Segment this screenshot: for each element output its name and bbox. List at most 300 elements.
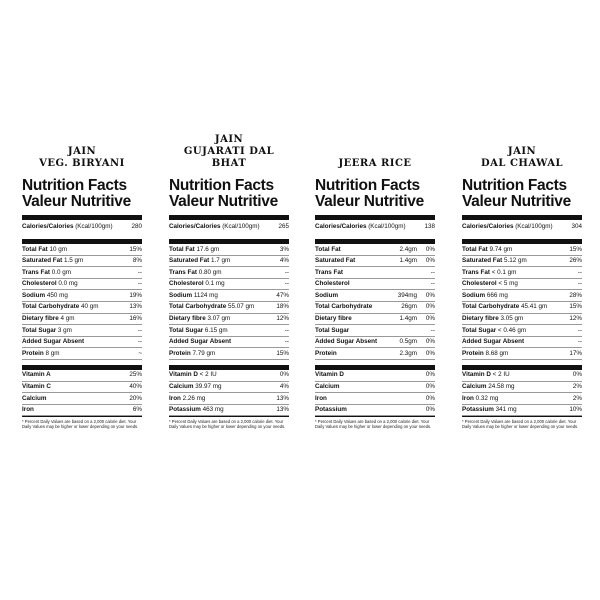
daily-value-percent: 0% (279, 371, 289, 379)
daily-value-percent: 13% (276, 406, 289, 414)
daily-value-percent: 8% (132, 257, 142, 265)
nutrient-name: Sodium (169, 291, 193, 299)
nutrient-row (315, 244, 435, 256)
footnote: * Percent Daily Values are based on a 2,000 calorie diet. Your Daily Values may be higher or lower depending on your needs. (22, 419, 139, 430)
nutrient-values (383, 244, 435, 256)
nutrient-label (462, 393, 498, 405)
calories-row (169, 220, 289, 234)
nutrient-row (462, 256, 582, 268)
product-title-line: JAIN (67, 146, 97, 157)
daily-value-percent: -- (284, 268, 289, 276)
nutrient-amount: 40 gm (79, 303, 99, 311)
nutrient-label (22, 267, 71, 279)
nutrient-row (169, 348, 289, 360)
nutrient-row (22, 279, 142, 291)
nutrient-amount: < 2 IU (197, 371, 217, 379)
nutrient-label (462, 255, 527, 267)
vitamin-row (22, 393, 142, 405)
valeur-nutritive-heading: Valeur Nutritive (22, 193, 131, 210)
nutrient-label (462, 404, 517, 416)
nutrient-amount: 17.6 gm (194, 245, 220, 253)
nutrient-label (22, 255, 83, 267)
nutrient-label (462, 301, 547, 313)
nutrient-row (462, 314, 582, 326)
nutrient-name: Potassium (315, 406, 347, 414)
nutrient-row (462, 267, 582, 279)
calories-label-text: Calories/Calories (22, 223, 74, 230)
nutrient-amount: 1.5 gm (62, 257, 84, 265)
nutrient-label (22, 244, 67, 256)
nutrient-row (169, 314, 289, 326)
nutrient-label (22, 348, 59, 360)
nutrition-panel (462, 136, 582, 429)
nutrient-amount: 6.15 gm (203, 326, 228, 334)
nutrient-name: Vitamin D (462, 371, 491, 379)
nutrient-values (383, 255, 435, 267)
daily-value-percent: -- (137, 338, 142, 346)
nutrient-amount: 0.5gm (399, 338, 417, 346)
nutrient-label (22, 404, 34, 416)
nutrient-label (169, 336, 231, 348)
nutrient-name: Potassium (169, 406, 201, 414)
nutrient-amount: 0.0 mg (56, 280, 78, 288)
daily-value-percent: 4% (279, 383, 289, 391)
nutrient-name: Cholesterol (22, 280, 57, 288)
calories-value: 304 (571, 223, 582, 230)
vitamin-row (169, 405, 289, 417)
vitamin-row (462, 405, 582, 417)
nutrient-label (462, 267, 516, 279)
nutrient-amount: 450 mg (45, 291, 68, 299)
vitamin-row (22, 405, 142, 417)
nutrient-row (462, 290, 582, 302)
nutrient-label (22, 278, 78, 290)
nutrient-row (22, 244, 142, 256)
daily-value-percent: -- (577, 268, 582, 276)
daily-value-percent: 0% (425, 394, 435, 402)
daily-value-percent: -- (577, 280, 582, 288)
nutrient-amount: 55.07 gm (226, 303, 255, 311)
nutrient-name: Total Carbohydrate (462, 303, 520, 311)
nutrient-row (169, 256, 289, 268)
nutrient-name: Dietary fibre (462, 315, 499, 323)
nutrient-name: Potassium (462, 406, 494, 414)
nutrient-name: Sodium (462, 291, 486, 299)
nutrient-row (315, 256, 435, 268)
nutrient-name: Added Sugar Absent (315, 338, 378, 346)
nutrient-name: Dietary fibre (169, 315, 206, 323)
nutrient-amount: 0.32 mg (473, 394, 499, 402)
nutrient-label (169, 393, 205, 405)
nutrient-amount: < 5 mg (496, 280, 518, 288)
product-title-line: DAL CHAWAL (481, 158, 563, 169)
nutrition-panel (169, 136, 289, 429)
nutrient-label (462, 369, 510, 381)
vitamin-row (462, 370, 582, 382)
nutrient-row (22, 290, 142, 302)
daily-value-percent: -- (284, 338, 289, 346)
nutrient-label (462, 313, 523, 325)
nutrient-name: Added Sugar Absent (169, 338, 232, 346)
calories-unit: (Kcal/100gm) (222, 223, 260, 230)
nutrient-amount: 10 gm (47, 245, 68, 253)
nutrient-name: Saturated Fat (22, 257, 63, 265)
daily-value-percent: -- (430, 268, 435, 276)
daily-value-percent: 16% (129, 315, 142, 323)
nutrient-values (383, 313, 435, 325)
daily-value-percent: -- (137, 268, 142, 276)
nutrient-name: Total Fat (315, 245, 341, 253)
calories-unit: (Kcal/100gm) (368, 223, 406, 230)
product-title-line: JEERA RICE (338, 158, 412, 169)
nutrient-label (22, 336, 84, 348)
nutrient-name: Total Fat (169, 245, 195, 253)
nutrient-amount: 1.7 gm (209, 257, 231, 265)
nutrient-values (383, 325, 435, 337)
daily-value-percent: 0% (425, 315, 435, 323)
daily-value-percent: 2% (572, 383, 582, 391)
vitamin-row (462, 393, 582, 405)
nutrient-name: Iron (22, 406, 34, 414)
nutrient-row (169, 290, 289, 302)
nutrient-values (383, 278, 435, 290)
nutrient-name: Saturated Fat (169, 257, 210, 265)
nutrient-amount: 1.4gm (399, 315, 417, 323)
nutrient-amount: 2.26 mg (180, 394, 206, 402)
nutrient-name: Cholesterol (315, 280, 350, 288)
nutrient-amount: 2.4gm (399, 245, 417, 253)
nutrient-label (22, 369, 51, 381)
nutrition-facts-heading: Nutrition Facts (462, 177, 567, 194)
daily-value-percent: 0% (425, 406, 435, 414)
nutrient-row (315, 348, 435, 360)
nutrient-name: Trans Fat (169, 268, 197, 276)
nutrient-row (315, 302, 435, 314)
daily-value-percent: 15% (129, 245, 142, 253)
nutrient-label (462, 381, 515, 393)
daily-value-percent: 40% (129, 383, 142, 391)
nutrient-amount: < 2 IU (490, 371, 510, 379)
nutrient-label (315, 313, 352, 325)
nutrient-label (315, 404, 347, 416)
daily-value-percent: -- (577, 338, 582, 346)
daily-value-percent: -- (137, 326, 142, 334)
nutrient-name: Cholesterol (462, 280, 497, 288)
nutrient-label (22, 301, 99, 313)
nutrient-row (315, 267, 435, 279)
nutrient-row (462, 279, 582, 291)
nutrient-label (169, 325, 228, 337)
footnote: * Percent Daily Values are based on a 2,000 calorie diet. Your Daily Values may be higher or lower depending on your needs. (315, 419, 432, 430)
nutrient-label (462, 336, 524, 348)
nutrient-values (383, 290, 435, 302)
nutrient-name: Total Sugar (22, 326, 57, 334)
nutrient-values (383, 301, 435, 313)
nutrient-label (169, 301, 254, 313)
nutrient-amount: 3.05 gm (498, 315, 524, 323)
product-title (22, 136, 142, 172)
nutrient-label (169, 369, 217, 381)
vitamin-row (169, 393, 289, 405)
nutrient-label (315, 348, 337, 360)
nutrient-row (169, 244, 289, 256)
nutrient-row (169, 325, 289, 337)
nutrient-name: Protein (169, 349, 191, 357)
nutrient-values (383, 267, 435, 279)
nutrient-label (315, 301, 372, 313)
vitamin-row (169, 382, 289, 394)
nutrient-name: Iron (315, 394, 327, 402)
nutrient-amount: 463 mg (200, 406, 224, 414)
nutrient-amount: 9.74 gm (487, 245, 513, 253)
nutrient-name: Dietary fibre (22, 315, 59, 323)
thin-divider (22, 416, 142, 417)
nutrient-label (462, 244, 512, 256)
calories-label (315, 220, 406, 234)
nutrient-amount: 0.1 mg (203, 280, 225, 288)
nutrient-label (169, 348, 215, 360)
daily-value-percent: 25% (129, 371, 142, 379)
nutrition-panel (315, 136, 435, 429)
nutrient-name: Iron (462, 394, 474, 402)
nutrient-row (22, 314, 142, 326)
nutrient-label (22, 290, 68, 302)
calories-value: 265 (278, 223, 289, 230)
nutrient-name: Cholesterol (169, 280, 204, 288)
nutrient-label (315, 278, 350, 290)
nutrient-amount (383, 325, 417, 337)
vitamin-row (315, 382, 435, 394)
nutrient-name: Protein (462, 349, 484, 357)
nutrient-label (169, 313, 230, 325)
nutrient-name: Vitamin A (22, 371, 51, 379)
nutrient-label (169, 404, 224, 416)
daily-value-percent: 0% (425, 291, 435, 299)
daily-value-percent: -- (577, 326, 582, 334)
daily-value-percent: -- (284, 326, 289, 334)
daily-value-percent: 47% (276, 291, 289, 299)
nutrient-label (462, 278, 518, 290)
daily-value-percent: -- (430, 326, 435, 334)
daily-value-percent: 13% (129, 303, 142, 311)
nutrient-amount: 0.80 gm (197, 268, 222, 276)
nutrient-row (462, 348, 582, 360)
footnote: * Percent Daily Values are based on a 2,000 calorie diet. Your Daily Values may be higher or lower depending on your needs. (169, 419, 286, 430)
calories-value: 280 (131, 223, 142, 230)
nutrient-amount: 39.97 mg (193, 383, 222, 391)
product-title-line: JAIN (214, 134, 244, 145)
nutrient-label (169, 244, 219, 256)
nutrient-values (383, 348, 435, 360)
nutrient-amount: 1124 mg (192, 291, 218, 299)
nutrient-name: Dietary fibre (315, 315, 352, 323)
nutrient-name: Protein (22, 349, 44, 357)
nutrient-name: Protein (315, 349, 337, 357)
nutrient-row (169, 337, 289, 349)
nutrient-name: Vitamin C (22, 383, 51, 391)
nutrient-label (22, 381, 51, 393)
vitamin-row (315, 405, 435, 417)
daily-value-percent: 0% (425, 349, 435, 357)
nutrient-label (22, 393, 47, 405)
nutrient-amount (383, 267, 417, 279)
daily-value-percent: ~ (138, 349, 142, 357)
nutrient-name: Calcium (315, 383, 340, 391)
calories-label (22, 220, 113, 234)
nutrient-row (22, 325, 142, 337)
nutrient-amount: < 0.46 gm (496, 326, 527, 334)
nutrient-label (315, 290, 338, 302)
valeur-nutritive-heading: Valeur Nutritive (315, 193, 424, 210)
vitamin-row (315, 393, 435, 405)
nutrient-row (169, 279, 289, 291)
vitamin-row (315, 370, 435, 382)
calories-label-text: Calories/Calories (169, 223, 221, 230)
nutrient-amount: 4 gm (58, 315, 75, 323)
daily-value-percent: 18% (276, 303, 289, 311)
nutrient-name: Total Sugar (169, 326, 204, 334)
nutrient-name: Total Fat (22, 245, 48, 253)
calories-label (169, 220, 260, 234)
daily-value-percent: 13% (276, 394, 289, 402)
nutrient-row (462, 244, 582, 256)
nutrient-amount: 0.0 gm (50, 268, 71, 276)
nutrient-name: Calcium (462, 383, 487, 391)
daily-value-percent: -- (137, 280, 142, 288)
nutrient-label (315, 255, 355, 267)
nutrient-row (169, 302, 289, 314)
nutrient-row (22, 302, 142, 314)
nutrient-name: Total Fat (462, 245, 488, 253)
nutrient-amount: 3.07 gm (205, 315, 231, 323)
thin-divider (315, 416, 435, 417)
daily-value-percent: 26% (569, 257, 582, 265)
daily-value-percent: 15% (569, 245, 582, 253)
nutrient-name: Total Sugar (462, 326, 497, 334)
thin-divider (169, 416, 289, 417)
nutrient-amount: 394mg (397, 291, 417, 299)
nutrient-amount: < 0.1 gm (490, 268, 517, 276)
nutrient-row (22, 337, 142, 349)
nutrient-label (462, 325, 526, 337)
nutrient-name: Iron (169, 394, 181, 402)
nutrient-name: Vitamin D (315, 371, 344, 379)
nutrient-label (315, 267, 343, 279)
product-title (315, 136, 435, 172)
nutrient-row (462, 337, 582, 349)
daily-value-percent: 10% (569, 406, 582, 414)
vitamin-row (22, 370, 142, 382)
daily-value-percent: -- (284, 280, 289, 288)
daily-value-percent: 0% (425, 383, 435, 391)
nutrient-amount: 7.79 gm (190, 349, 216, 357)
nutrient-name: Added Sugar Absent (22, 338, 85, 346)
nutrient-amount: 24.58 mg (486, 383, 515, 391)
nutrient-label (169, 267, 222, 279)
nutrient-label (169, 290, 218, 302)
nutrient-name: Total Sugar (315, 326, 350, 334)
nutrient-name: Trans Fat (22, 268, 50, 276)
daily-value-percent: 2% (572, 394, 582, 402)
nutrient-name: Saturated Fat (462, 257, 503, 265)
calories-label-text: Calories/Calories (315, 223, 367, 230)
nutrient-row (22, 256, 142, 268)
calories-label-text: Calories/Calories (462, 223, 514, 230)
nutrient-amount: 341 mg (493, 406, 517, 414)
nutrition-facts-heading: Nutrition Facts (22, 177, 127, 194)
nutrition-panel (22, 136, 142, 429)
vitamin-row (169, 370, 289, 382)
vitamin-row (22, 382, 142, 394)
product-title (462, 136, 582, 172)
nutrient-name: Saturated Fat (315, 257, 356, 265)
nutrient-row (169, 267, 289, 279)
nutrient-name: Total Carbohydrate (315, 303, 373, 311)
daily-value-percent: 19% (129, 291, 142, 299)
nutrient-amount: 1.4gm (399, 257, 417, 265)
nutrient-label (22, 325, 72, 337)
daily-value-percent: 28% (569, 291, 582, 299)
daily-value-percent: 0% (425, 371, 435, 379)
daily-value-percent: 0% (572, 371, 582, 379)
nutrient-amount: 5.12 gm (502, 257, 527, 265)
daily-value-percent: 0% (425, 303, 435, 311)
daily-value-percent: 12% (569, 315, 582, 323)
nutrient-row (22, 267, 142, 279)
nutrient-name: Trans Fat (315, 268, 343, 276)
nutrition-facts-heading: Nutrition Facts (315, 177, 420, 194)
nutrient-label (315, 244, 341, 256)
nutrient-amount (383, 278, 417, 290)
nutrient-row (315, 314, 435, 326)
nutrient-label (315, 325, 349, 337)
daily-value-percent: 3% (279, 245, 289, 253)
nutrient-label (462, 290, 508, 302)
nutrient-row (315, 279, 435, 291)
calories-row (315, 220, 435, 234)
nutrient-name: Sodium (22, 291, 46, 299)
daily-value-percent: 20% (129, 394, 142, 402)
daily-value-percent: 0% (425, 245, 435, 253)
daily-value-percent: -- (430, 280, 435, 288)
nutrient-label (315, 393, 327, 405)
nutrient-amount: 666 mg (485, 291, 508, 299)
daily-value-percent: 6% (132, 406, 142, 414)
nutrient-label (169, 278, 225, 290)
product-title-line: VEG. BIRYANI (39, 158, 125, 169)
nutrient-row (315, 290, 435, 302)
calories-row (22, 220, 142, 234)
nutrient-row (315, 337, 435, 349)
nutrition-facts-heading: Nutrition Facts (169, 177, 274, 194)
daily-value-percent: 0% (425, 257, 435, 265)
calories-row (462, 220, 582, 234)
thin-divider (462, 416, 582, 417)
calories-label (462, 220, 553, 234)
nutrient-name: Total Carbohydrate (169, 303, 227, 311)
footnote: * Percent Daily Values are based on a 2,000 calorie diet. Your Daily Values may be higher or lower depending on your needs. (462, 419, 579, 430)
daily-value-percent: 17% (569, 349, 582, 357)
valeur-nutritive-heading: Valeur Nutritive (462, 193, 571, 210)
nutrient-label (169, 381, 222, 393)
nutrient-name: Calcium (169, 383, 194, 391)
daily-value-percent: 0% (425, 338, 435, 346)
nutrient-label (462, 348, 508, 360)
nutrient-label (315, 336, 377, 348)
daily-value-percent: 4% (279, 257, 289, 265)
vitamin-row (462, 382, 582, 394)
nutrient-label (22, 313, 75, 325)
